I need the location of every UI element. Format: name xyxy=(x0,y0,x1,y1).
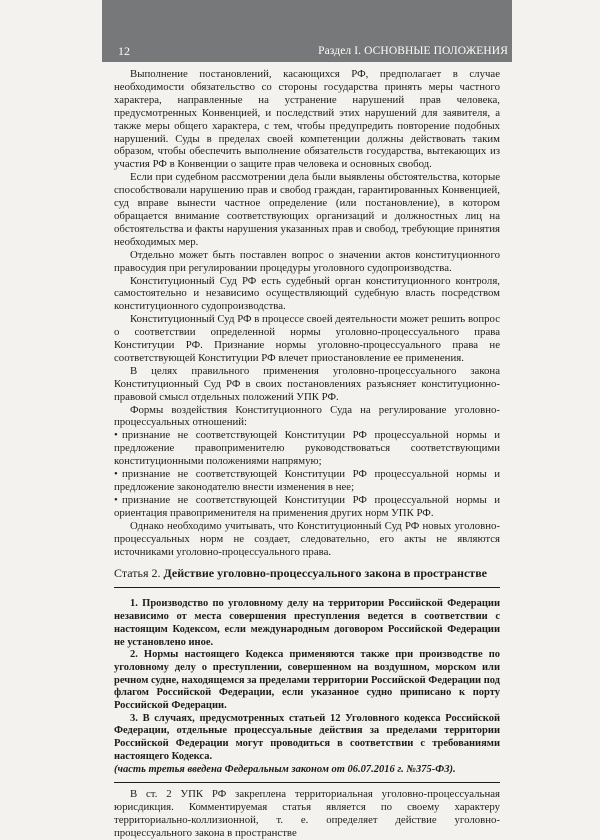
law-clause: 2. Нормы настоящего Кодекса применяются также при производстве по уголовному делу о преступлении, совершенном на воздушном, морском или речном судне, находящемся за пределами территории Российской Федерации под флагом Российской Федерации, если указанное судно приписано к порту Российской Федерации. xyxy=(114,649,500,712)
page-body xyxy=(114,68,500,840)
paragraph: Формы воздействия Конституционного Суда на регулирование уголовно-процессуальных отношений: xyxy=(114,403,500,429)
list-item xyxy=(114,429,500,468)
bullet-icon: • xyxy=(114,493,118,506)
divider xyxy=(114,782,500,783)
list-item-text: признание не соответствующей Конституции РФ процессуальной нормы и предложение правоприменителю руководствоваться соответствующими конституционными положениями напрямую; xyxy=(114,429,500,468)
bullet-icon: • xyxy=(114,468,118,481)
bullet-list xyxy=(114,429,500,519)
paragraph: Конституционный Суд РФ в процессе своей деятельности может решить вопрос о соответствии определенной нормы уголовно-процессуального права Конституции РФ. Признание нормы уголовно-процессуального права не соответствующей Конституции РФ влечет приостановление ее применения. xyxy=(114,313,500,364)
law-clause: 3. В случаях, предусмотренных статьей 12 Уголовного кодекса Российской Федерации, отдельные процессуальные действия за пределами территории Российской Федерации могут проводиться в соответствии с требованиями настоящего Кодекса. xyxy=(114,712,500,762)
list-item xyxy=(114,494,500,520)
article-number: Статья 2. xyxy=(114,566,161,581)
article-heading xyxy=(114,566,500,588)
page-number: 12 xyxy=(118,44,130,58)
paragraph: Отдельно может быть поставлен вопрос о значении актов конституционного правосудия при регулировании процедуры уголовного судопроизводства. xyxy=(114,248,500,274)
list-item xyxy=(114,468,500,494)
bullet-icon: • xyxy=(114,429,118,442)
paragraph: В целях правильного применения уголовно-процессуального закона Конституционный Суд РФ в своих постановлениях разъясняет конституционно-правовой смысл отдельных положений УПК РФ. xyxy=(114,364,500,403)
paragraph: Однако необходимо учитывать, что Конституционный Суд РФ новых уголовно-процессуальных норм не создает, следовательно, его акты не являются источниками уголовно-процессуального права. xyxy=(114,519,500,558)
law-clause: 1. Производство по уголовному делу на территории Российской Федерации независимо от места совершения преступления ведется в соответствии с настоящим Кодексом, если международным договором Российской Федерации не установлено иное. xyxy=(114,598,500,648)
commentary-paragraph: В ст. 2 УПК РФ закреплена территориальная уголовно-процессуальная юрисдикция. Комментируемая статья является по своему характеру территориально-коллизионной, т. е. определяет действие уголовно-процессуального закона в пространстве xyxy=(114,788,500,839)
law-note: (часть третья введена Федеральным законом от 06.07.2016 г. №375-ФЗ). xyxy=(114,763,456,775)
list-item-text: признание не соответствующей Конституции РФ процессуальной нормы и ориентация правоприменителя на применения других норм УПК РФ. xyxy=(114,493,500,519)
paragraph: Выполнение постановлений, касающихся РФ, предполагает в случае необходимости обязательство со стороны государства принять меры частного характера, направленные на устранение нарушений прав человека, предусмотренных Конвенцией, и последствий этих нарушений для заявителя, а также меры общего характера, с тем, чтобы предупредить повторение подобных нарушений. Суды в пределах своей компетенции должны действовать таким образом, чтобы обеспечить выполнение обязательств государства, вытекающих из участия РФ в Конвенции о защите прав человека и основных свобод. xyxy=(114,68,500,171)
paragraph: Конституционный Суд РФ есть судебный орган конституционного контроля, самостоятельно и независимо осуществляющий судебную власть посредством конституционного судопроизводства. xyxy=(114,274,500,313)
article-title: Действие уголовно-процессуального закона в пространстве xyxy=(163,566,488,581)
paragraph: Если при судебном рассмотрении дела были выявлены обстоятельства, которые способствовали нарушению прав и свобод граждан, гарантированных Конвенцией, суд вправе вынести частное определение (или постановление), в котором обращается внимание соответствующих организаций и должностных лиц на обстоятельства и факты нарушения указанных прав и свобод, требующие принятия необходимых мер. xyxy=(114,171,500,248)
section-title: Раздел I. ОСНОВНЫЕ ПОЛОЖЕНИЯ xyxy=(318,45,508,57)
list-item-text: признание не соответствующей Конституции РФ процессуальной нормы и предложение законодателю внести изменения в нее; xyxy=(114,468,500,493)
